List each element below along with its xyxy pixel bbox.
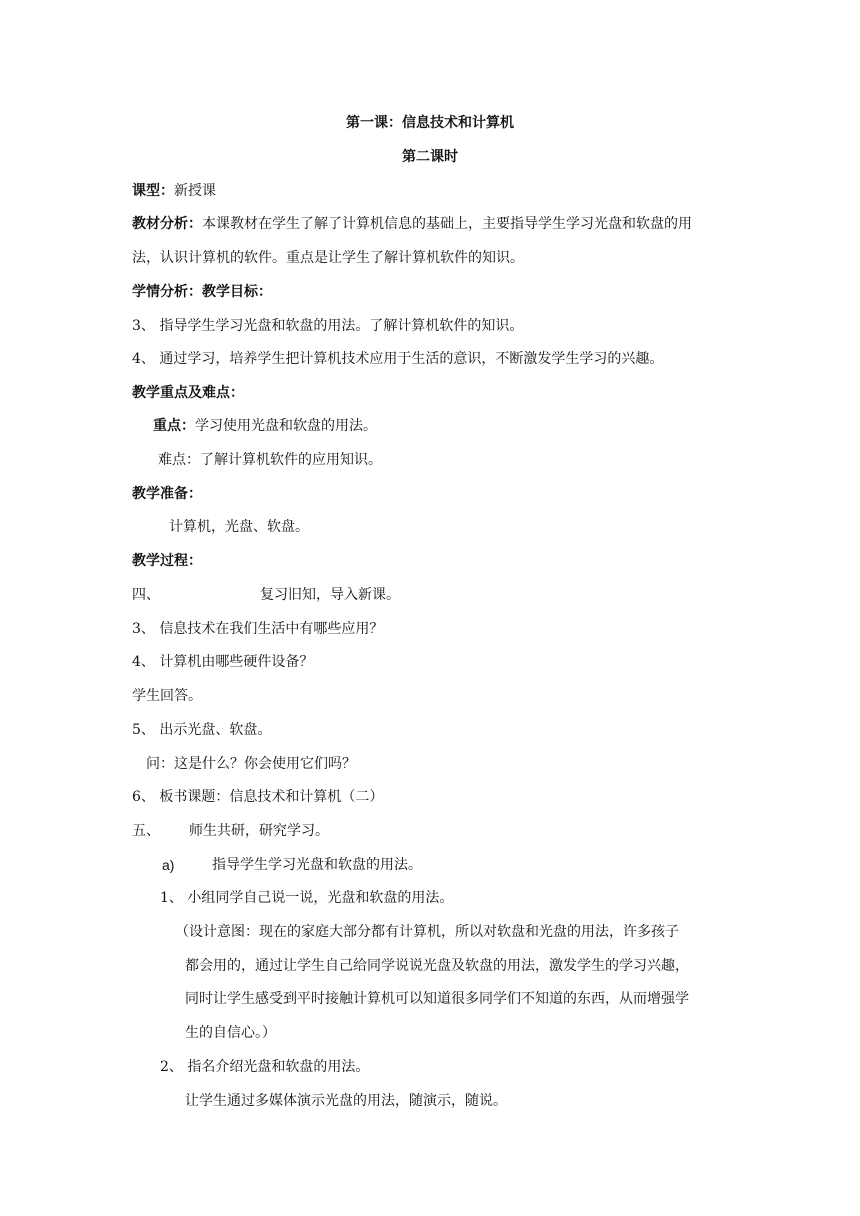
key-point-label: 重点： [153,418,195,434]
sub-item-marker: a) [162,857,175,873]
student-answer: 学生回答。 [132,688,202,704]
preparation-heading: 教学准备： [132,486,202,502]
process-heading: 教学过程： [132,553,202,569]
item-text: 指名介绍光盘和软盘的用法。 [187,1059,370,1075]
step-text: 复习旧知，导入新课。 [260,587,400,603]
step-text: 师生共研，研究学习。 [189,823,329,839]
review-question [132,620,383,638]
numbered-item [160,1058,369,1076]
item-number: 1、 [160,890,183,906]
lesson-type-line [132,182,216,200]
key-point-value: 学习使用光盘和软盘的用法。 [195,418,377,434]
objective-item [132,317,523,335]
board-text: 板书课题：信息技术和计算机（二） [159,789,384,805]
question-line: 问：这是什么？你会使用它们吗？ [146,756,356,772]
lesson-type-label: 课型： [132,183,174,199]
preparation-text: 计算机，光盘、软盘。 [169,519,309,535]
show-number: 5、 [132,722,155,738]
review-text: 信息技术在我们生活中有哪些应用？ [159,621,384,637]
difficult-point-line: 难点：了解计算机软件的应用知识。 [158,452,382,468]
material-analysis-line2: 法，认识计算机的软件。重点是让学生了解计算机软件的知识。 [132,250,524,266]
key-point-line [153,417,377,435]
objective-number: 3、 [132,318,155,334]
review-question [132,653,313,671]
review-text: 计算机由哪些硬件设备？ [159,654,314,670]
material-analysis-line1 [132,215,692,233]
document-subtitle: 第二课时 [402,149,458,165]
material-analysis-label: 教材分析： [132,216,202,232]
key-points-heading: 教学重点及难点： [132,385,244,401]
show-item [132,721,271,739]
board-item [132,788,383,806]
show-text: 出示光盘、软盘。 [159,722,272,738]
step-number: 五、 [132,823,160,839]
item-text: 小组同学自己说一说，光盘和软盘的用法。 [187,890,454,906]
review-number: 4、 [132,654,155,670]
board-number: 6、 [132,789,155,805]
sub-item-text: 指导学生学习光盘和软盘的用法。 [212,857,422,873]
design-intent-line: 都会用的，通过让学生自己给同学说说光盘及软盘的用法，激发学生的学习兴趣， [185,958,689,974]
review-number: 3、 [132,621,155,637]
objective-item [132,350,663,368]
objective-text: 指导学生学习光盘和软盘的用法。了解计算机软件的知识。 [159,318,524,334]
step-number: 四、 [132,587,160,603]
lesson-type-value: 新授课 [174,183,216,199]
design-intent-line: 同时让学生感受到平时接触计算机可以知道很多同学们不知道的东西，从而增强学 [185,991,689,1007]
design-intent-line: 生的自信心。） [185,1025,276,1041]
item-number: 2、 [160,1059,183,1075]
document-title: 第一课：信息技术和计算机 [346,115,514,131]
numbered-item [160,889,453,907]
objective-number: 4、 [132,351,155,367]
objective-text: 通过学习，培养学生把计算机技术应用于生活的意识，不断激发学生学习的兴趣。 [159,351,664,367]
demo-line: 让学生通过多媒体演示光盘的用法，随演示，随说。 [185,1093,507,1109]
learning-analysis-heading: 学情分析：教学目标： [132,284,272,300]
material-analysis-text: 本课教材在学生了解了计算机信息的基础上，主要指导学生学习光盘和软盘的用 [202,216,692,232]
design-intent-line: （设计意图：现在的家庭大部分都有计算机，所以对软盘和光盘的用法，许多孩子 [175,924,679,940]
